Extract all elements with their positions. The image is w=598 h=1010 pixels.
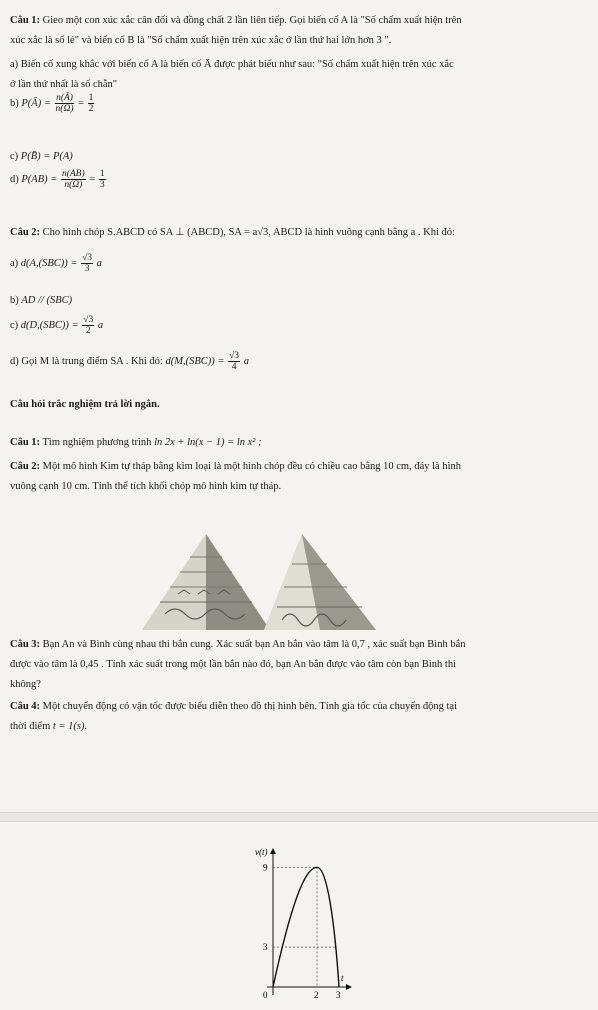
q1-b-result (88, 93, 95, 114)
q2-b-expr: AD // (SBC) (21, 295, 73, 306)
q2-c-den: 2 (85, 326, 91, 337)
q1-b-eq: = (78, 98, 85, 109)
s4-line2 (10, 720, 87, 733)
q1-b-rden: 2 (88, 104, 94, 115)
q1-d-prefix: d) (10, 174, 19, 185)
s4-line1 (10, 700, 457, 713)
q1-d-num: n(AB) (61, 169, 85, 180)
y-axis-label: v(t) (255, 847, 268, 857)
q2-intro: Cho hình chóp S.ABCD có SA ⊥ (ABCD), SA = a√3, ABCD là hình vuông cạnh bằng a . Khi đó: (42, 227, 455, 238)
s3-line1 (10, 638, 466, 651)
s1-expr: ln 2x + ln(x − 1) = ln x² ; (154, 437, 262, 448)
q2-d-num: √3 (229, 351, 240, 362)
q1-c-prefix: c) (10, 151, 19, 162)
q2-a-den: 3 (84, 264, 90, 275)
q2-label: Câu 2: (10, 227, 41, 238)
s4-text-2: thời điểm (10, 721, 51, 732)
q1-d-rden: 3 (99, 180, 105, 191)
section-title: Câu hỏi trắc nghiệm trả lời ngắn. (10, 399, 160, 410)
q2-option-a (10, 252, 102, 276)
q1-line1 (10, 14, 462, 27)
x-tick-label-2: 2 (314, 990, 319, 1000)
q2-option-c (10, 314, 103, 338)
q2-c-expr: d(D,(SBC)) = (20, 320, 79, 331)
q2-d-den: 4 (231, 362, 237, 373)
q1-b-num: n(Ā) (56, 93, 73, 104)
s4-label: Câu 4: (10, 701, 41, 712)
x-axis-label: t (341, 973, 344, 983)
q2-c-tail: a (97, 320, 104, 331)
q1-b-fraction (55, 93, 75, 114)
q1-text-1: Gieo một con xúc xắc cân đối và đồng chất 2 lần liên tiếp. Gọi biến cố A là "Số chấm xuất hiện trên (42, 15, 462, 26)
velocity-graph (245, 845, 355, 1007)
q2-intro-line (10, 226, 455, 239)
s2-line1 (10, 460, 461, 473)
pyramid-photo-right (262, 532, 378, 632)
q2-d-tail: a (243, 356, 249, 367)
s1-label: Câu 1: (10, 437, 41, 448)
q2-a-tail: a (96, 258, 102, 269)
chart-marks (263, 862, 341, 1000)
q1-d-result (99, 169, 106, 190)
q1-option-b (10, 92, 95, 116)
pyramid-photo-left (140, 532, 272, 632)
q2-a-expr: d(A,(SBC)) = (20, 258, 78, 269)
q1-option-a-line1: a) Biến cố xung khắc với biến cố A là biến cố Ā được phát biểu như sau: "Số chấm xuất hiện trên xúc xắc (10, 59, 454, 70)
q2-a-fraction (81, 253, 93, 274)
q1-option-d (10, 168, 107, 192)
q2-option-b (10, 294, 72, 307)
q2-d-expr: d(M,(SBC)) = (165, 356, 225, 367)
s3-label: Câu 3: (10, 639, 41, 650)
q2-c-prefix: c) (10, 320, 19, 331)
q2-a-prefix: a) (10, 258, 19, 269)
y-tick-label-3: 3 (263, 942, 268, 953)
q2-c-fraction (82, 315, 94, 336)
q2-c-num: √3 (83, 315, 94, 326)
q2-b-prefix: b) (10, 295, 19, 306)
q1-b-prefix: b) (10, 98, 19, 109)
q1-b-rnum: 1 (88, 93, 94, 104)
s3-text-1: Bạn An và Bình cùng nhau thi bắn cung. Xác suất bạn An bắn vào tâm là 0,7 , xác suất bạn Bình bắn (42, 639, 466, 650)
q1-d-den: n(Ω) (64, 180, 83, 191)
y-tick-label-9: 9 (263, 862, 268, 873)
s3-line2: được vào tâm là 0,45 . Tính xác suất trong một lần bắn nào đó, bạn An bắn được vào tâm còn bạn Bình thì (10, 659, 456, 670)
q1-line2: xúc xắc là số lẻ" và biến cố B là "Số chấm xuất hiện trên xúc xắc ở lần thứ hai lớn hơn 3 ". (10, 35, 392, 46)
q2-d-fraction (228, 351, 240, 372)
origin-label: 0 (263, 990, 268, 1000)
q2-a-num: √3 (82, 253, 93, 264)
x-tick-label-3: 3 (336, 990, 341, 1000)
s1-line (10, 436, 262, 449)
q2-option-d (10, 350, 249, 374)
q1-d-fraction (61, 169, 86, 190)
q1-b-den: n(Ω) (55, 104, 74, 115)
s1-text: Tìm nghiệm phương trình (42, 437, 152, 448)
q1-b-lhs: P(Ā) = (21, 98, 51, 109)
q1-label: Câu 1: (10, 15, 41, 26)
q1-d-lhs: P(AB) = (21, 174, 58, 185)
q1-d-eq: = (89, 174, 96, 185)
velocity-curve (273, 867, 339, 987)
q1-option-c (10, 150, 73, 163)
s2-label: Câu 2: (10, 461, 41, 472)
s4-text-1: Một chuyển động có vận tốc được biểu diễn theo đồ thị hình bên. Tính gia tốc của chuyển động tại (42, 701, 458, 712)
s2-text-1: Một mô hình Kim tự tháp bằng kim loại là một hình chóp đều có chiều cao bằng 10 cm, đáy là hình (42, 461, 461, 472)
s4-expr: t = 1(s). (52, 721, 88, 732)
s2-line2: vuông cạnh 10 cm. Tính thể tích khối chóp mô hình kim tự tháp. (10, 481, 282, 492)
q1-option-a-line2: ở lần thứ nhất là số chẵn" (10, 79, 118, 90)
q1-c-expr: P(B̄) = P(A) (20, 151, 73, 162)
s3-line3: không? (10, 679, 41, 690)
page-separator (0, 812, 598, 822)
q1-d-rnum: 1 (99, 169, 105, 180)
q2-d-text: d) Gọi M là trung điểm SA . Khi đó: (10, 356, 163, 367)
